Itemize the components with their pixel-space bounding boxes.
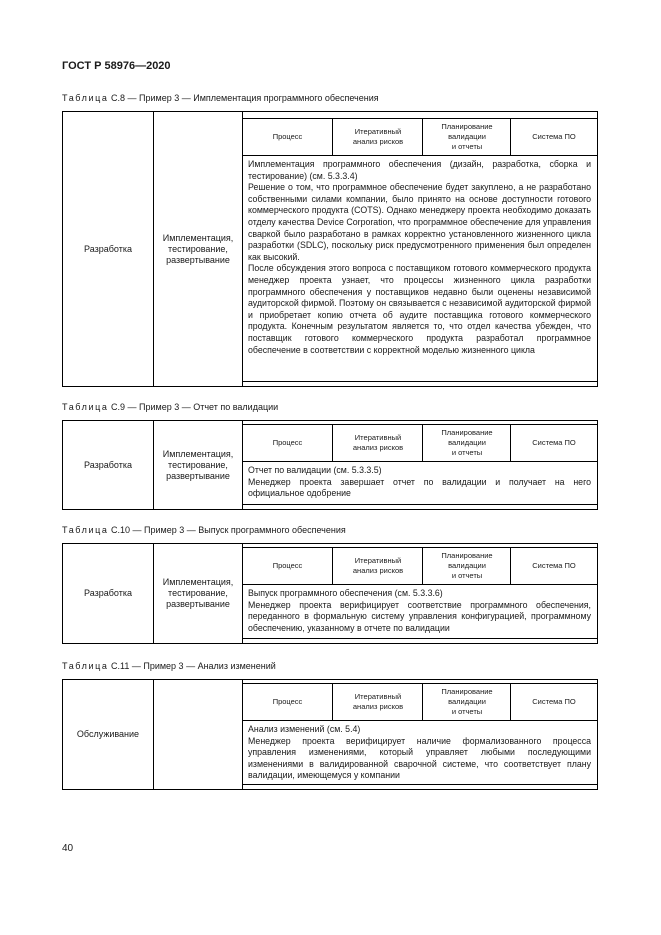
table-c11 — [62, 679, 598, 790]
phase-cell: Разработка — [84, 588, 132, 598]
stage-line: тестирование, — [168, 243, 228, 254]
stage-line: развертывание — [166, 254, 230, 265]
stage-cell: Имплементация, тестирование, развертывание — [162, 448, 234, 481]
column-header-row: Процесс Итеративный анализ рисков Планирование валидации и отчеты Система ПО — [243, 684, 597, 721]
table-body-text: Выпуск программного обеспечения (см. 5.3.3.6) Менеджер проекта верифицирует соответствие программного обеспечения, переданного в формальную систему управления конфигурацией, программному обеспечению, указанному в отчете по валидации — [248, 588, 591, 633]
table-body-text: Имплементация программного обеспечения (дизайн, разработка, сборка и тестирование) (см. 5.3.3.4) Решение о том, что программное обеспечение будет закуплено, а не разработано собственными силами компании, было принято на основе доступности готового коммерческого продукта (COTS). Однако менеджеру проекта необходимо доказать отделу качества Device Corporation, что программное обеспечение для управления сваркой было разработано в рамках корректно установленного жизненного цикла разработки (SDLC), поскольку риск предусмотренного применения был определен как высокий. После обсуждения этого вопроса с поставщиком готового коммерческого продукта менеджер проекта узнает, что процессы жизненного цикла разработки программного обеспечения у поставщиков недавно были оценены независимой аудиторской фирмой. Поэтому он связывается с независимой аудиторской фирмой и приобретает копию отчета об аудите поставщика готового коммерческого продукта. Конечным результатом является то, что отдел качества убежден, что поставщик готового коммерческого продукта разработал программное обеспечение в соответствии с корректной моделью жизненного цикла — [248, 159, 591, 355]
content-box — [242, 683, 597, 785]
caption-word: Таблица — [62, 93, 109, 103]
caption-text: С.8 — Пример 3 — Имплементация программного обеспечения — [111, 93, 379, 103]
col-system: Система ПО — [510, 119, 597, 155]
table-c8 — [62, 111, 598, 387]
column-header-row: Процесс Итеративный анализ рисков Планирование валидации и отчеты Система ПО — [243, 548, 597, 585]
table-caption: Таблица С.9 — Пример 3 — Отчет по валидации — [62, 402, 279, 412]
table-caption: Таблица С.11 — Пример 3 — Анализ изменений — [62, 661, 276, 671]
content-box — [242, 424, 597, 505]
col-risk: Итеративный анализ рисков — [332, 119, 423, 155]
table-body-text: Анализ изменений (см. 5.4) Менеджер проекта верифицирует наличие формализованного процесса управления изменениями, который управляет любыми последующими изменениями в валидированной сварочной системе, что соответствует плану валидации, имеющемуся у компании — [248, 724, 591, 781]
column-header-row: Процесс Итеративный анализ рисков Планирование валидации и отчеты Система ПО — [243, 425, 597, 462]
document-header: ГОСТ Р 58976—2020 — [62, 60, 171, 72]
table-c9 — [62, 420, 598, 510]
stage-line: Имплементация, — [162, 232, 234, 243]
stage-cell: Имплементация, тестирование, развертывание — [162, 577, 234, 609]
content-box — [242, 547, 597, 639]
col-process: Процесс — [272, 132, 303, 141]
table-c10 — [62, 543, 598, 644]
table-body-text: Отчет по валидации (см. 5.3.3.5) Менеджер проекта завершает отчет по валидации и получает на него официальное одобрение — [248, 465, 591, 499]
page-number: 40 — [62, 843, 74, 854]
table-caption: Таблица С.10 — Пример 3 — Выпуск программного обеспечения — [62, 525, 346, 535]
column-header-row — [243, 119, 597, 156]
phase-cell: Разработка — [84, 459, 132, 470]
stage-cell — [154, 112, 242, 386]
phase-cell: Разработка — [84, 243, 132, 254]
table-caption — [62, 93, 379, 103]
phase-cell: Обслуживание — [76, 729, 140, 739]
col-validation: Планирование валидации и отчеты — [422, 119, 511, 155]
content-box — [242, 118, 597, 382]
